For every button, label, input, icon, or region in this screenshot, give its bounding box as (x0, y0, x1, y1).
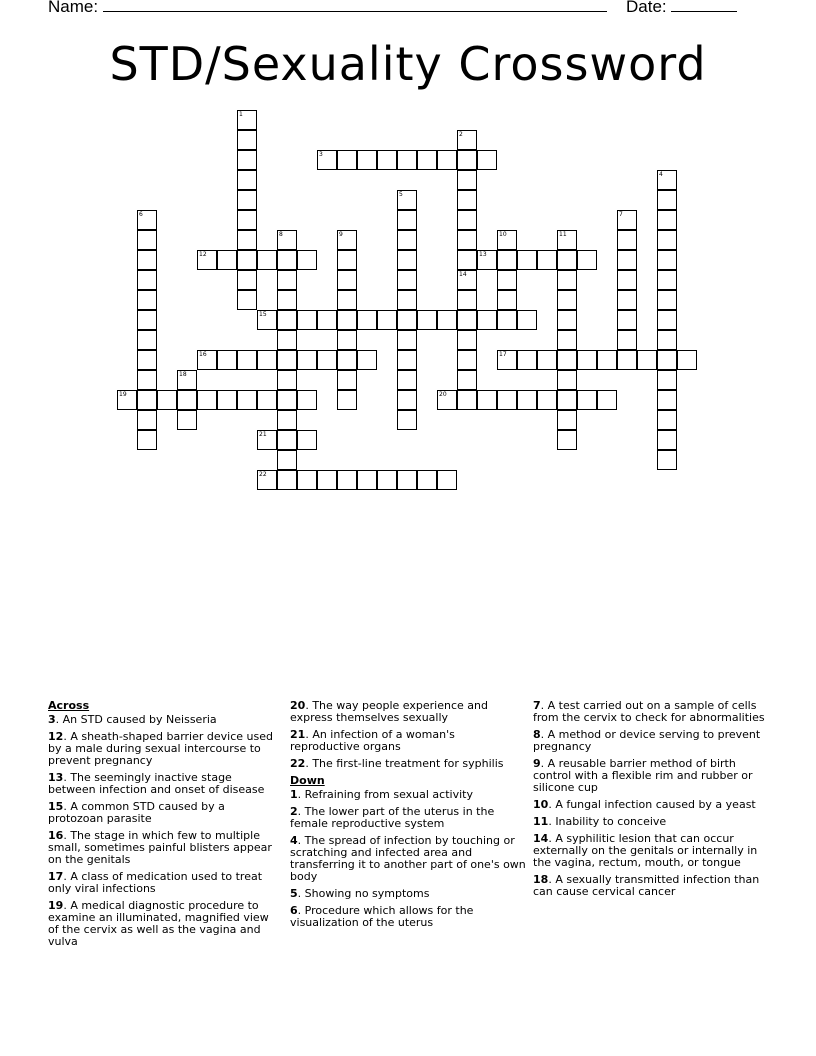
grid-cell[interactable] (237, 190, 257, 210)
down-clue: 10. A fungal infection caused by a yeast (533, 798, 756, 811)
cell-number: 17 (499, 351, 507, 358)
grid-cell[interactable] (457, 390, 477, 410)
grid-cell[interactable] (397, 290, 417, 310)
grid-cell[interactable] (297, 470, 317, 490)
clues-column-1 (48, 700, 280, 953)
grid-cell[interactable] (417, 310, 437, 330)
down-clue: 1. Refraining from sexual activity (290, 788, 473, 801)
grid-cell[interactable] (397, 210, 417, 230)
grid-cell[interactable] (577, 250, 597, 270)
across-clue: 3. An STD caused by Neisseria (48, 713, 217, 726)
grid-cell[interactable] (577, 390, 597, 410)
cell-number: 2 (459, 131, 463, 138)
grid-cell[interactable] (217, 390, 237, 410)
grid-cell[interactable] (237, 230, 257, 250)
grid-cell[interactable] (597, 350, 617, 370)
grid-cell[interactable] (277, 310, 297, 330)
grid-cell[interactable] (217, 250, 237, 270)
grid-cell[interactable] (237, 150, 257, 170)
grid-cell[interactable] (617, 270, 637, 290)
grid-cell[interactable] (277, 270, 297, 290)
across-clue: 17. A class of medication used to treat only viral infections (48, 870, 263, 895)
grid-cell[interactable] (657, 250, 677, 270)
grid-cell[interactable] (277, 370, 297, 390)
cell-number: 15 (259, 311, 267, 318)
grid-cell[interactable] (137, 310, 157, 330)
grid-cell[interactable] (237, 110, 257, 130)
page-title: STD/Sexuality Crossword (109, 37, 707, 91)
clues-column-3 (533, 700, 769, 903)
cell-number: 7 (619, 211, 623, 218)
grid-cell[interactable] (297, 310, 317, 330)
grid-cell[interactable] (317, 150, 337, 170)
grid-cell[interactable] (277, 330, 297, 350)
grid-cell[interactable] (137, 430, 157, 450)
grid-cell[interactable] (197, 350, 217, 370)
clue-number: 11 (533, 815, 549, 828)
grid-cell[interactable] (457, 370, 477, 390)
grid-cell[interactable] (397, 470, 417, 490)
grid-cell[interactable] (657, 290, 677, 310)
grid-cell[interactable] (277, 430, 297, 450)
clue-number: 12 (48, 730, 64, 743)
grid-cell[interactable] (457, 190, 477, 210)
grid-cell[interactable] (257, 350, 277, 370)
grid-cell[interactable] (177, 370, 197, 390)
grid-cell[interactable] (517, 250, 537, 270)
grid-cell[interactable] (457, 290, 477, 310)
clue-text: A test carried out on a sample of cells from the cervix to check for abnormalities (533, 699, 765, 724)
grid-cell[interactable] (457, 270, 477, 290)
clue-number: 10 (533, 798, 549, 811)
down-clue: 14. A syphilitic lesion that can occur externally on the genitals or internally in the vagina, rectum, mouth, or tongue (533, 832, 758, 869)
grid-cell[interactable] (477, 310, 497, 330)
grid-cell[interactable] (117, 390, 137, 410)
cell-number: 10 (499, 231, 507, 238)
crossword-grid (0, 0, 816, 520)
grid-cell[interactable] (337, 370, 357, 390)
clue-number: 14 (533, 832, 549, 845)
grid-cell[interactable] (237, 170, 257, 190)
grid-cell[interactable] (497, 250, 517, 270)
grid-cell[interactable] (577, 350, 597, 370)
grid-cell[interactable] (217, 350, 237, 370)
grid-cell[interactable] (457, 210, 477, 230)
grid-cell[interactable] (337, 150, 357, 170)
grid-cell[interactable] (557, 290, 577, 310)
cell-number: 21 (259, 431, 267, 438)
cell-number: 8 (279, 231, 283, 238)
across-clue: 16. The stage in which few to multiple small, sometimes painful blisters appear on the genitals (48, 829, 272, 866)
clue-text: A medical diagnostic procedure to examine an illuminated, magnified view of the cervix as well as the vagina and vulva (48, 899, 269, 948)
grid-cell[interactable] (557, 330, 577, 350)
grid-cell[interactable] (397, 270, 417, 290)
cell-number: 9 (339, 231, 343, 238)
cell-number: 12 (199, 251, 207, 258)
grid-cell[interactable] (137, 390, 157, 410)
grid-cell[interactable] (297, 430, 317, 450)
grid-cell[interactable] (297, 350, 317, 370)
grid-cell[interactable] (597, 390, 617, 410)
clue-text: Procedure which allows for the visualization of the uterus (290, 904, 474, 929)
grid-cell[interactable] (337, 250, 357, 270)
grid-cell[interactable] (497, 270, 517, 290)
grid-cell[interactable] (617, 310, 637, 330)
grid-cell[interactable] (637, 350, 657, 370)
grid-cell[interactable] (137, 210, 157, 230)
grid-cell[interactable] (557, 230, 577, 250)
clue-number: 4 (290, 834, 298, 847)
grid-cell[interactable] (437, 390, 457, 410)
grid-cell[interactable] (137, 350, 157, 370)
clue-text: Refraining from sexual activity (304, 788, 473, 801)
grid-cell[interactable] (177, 410, 197, 430)
clue-text: The way people experience and express themselves sexually (290, 699, 488, 724)
name-label: Name: (48, 0, 99, 16)
grid-cell[interactable] (337, 290, 357, 310)
grid-cell[interactable] (437, 470, 457, 490)
grid-cell[interactable] (657, 350, 677, 370)
clue-number: 21 (290, 728, 306, 741)
grid-cell[interactable] (157, 390, 177, 410)
grid-cell[interactable] (457, 250, 477, 270)
across-clue: 15. A common STD caused by a protozoan parasite (48, 800, 225, 825)
grid-cell[interactable] (277, 250, 297, 270)
grid-cell[interactable] (657, 190, 677, 210)
grid-cell[interactable] (137, 370, 157, 390)
grid-cell[interactable] (517, 310, 537, 330)
grid-cell[interactable] (397, 190, 417, 210)
grid-cell[interactable] (437, 150, 457, 170)
grid-cell[interactable] (557, 410, 577, 430)
cell-number: 1 (239, 111, 243, 118)
grid-cell[interactable] (657, 390, 677, 410)
grid-cell[interactable] (557, 430, 577, 450)
clue-number: 3 (48, 713, 56, 726)
grid-cell[interactable] (557, 350, 577, 370)
grid-cell[interactable] (137, 250, 157, 270)
cell-number: 20 (439, 391, 447, 398)
grid-cell[interactable] (297, 390, 317, 410)
grid-cell[interactable] (397, 310, 417, 330)
grid-cell[interactable] (457, 350, 477, 370)
clue-text: The first-line treatment for syphilis (312, 757, 504, 770)
clue-text: A method or device serving to prevent pregnancy (533, 728, 761, 753)
grid-cell[interactable] (677, 350, 697, 370)
grid-cell[interactable] (617, 330, 637, 350)
clue-number: 6 (290, 904, 298, 917)
across-clue: 22. The first-line treatment for syphilis (290, 757, 504, 770)
clue-number: 2 (290, 805, 298, 818)
across-clue: 19. A medical diagnostic procedure to examine an illuminated, magnified view of the cervix as well as the vagina and vulva (48, 899, 269, 948)
grid-cell[interactable] (457, 330, 477, 350)
clue-number: 8 (533, 728, 541, 741)
grid-cell[interactable] (277, 290, 297, 310)
clue-text: Showing no symptoms (304, 887, 430, 900)
grid-cell[interactable] (277, 350, 297, 370)
grid-cell[interactable] (237, 250, 257, 270)
grid-cell[interactable] (237, 130, 257, 150)
grid-cell[interactable] (337, 390, 357, 410)
grid-cell[interactable] (657, 410, 677, 430)
clue-text: A class of medication used to treat only viral infections (48, 870, 263, 895)
grid-cell[interactable] (257, 390, 277, 410)
grid-cell[interactable] (437, 310, 457, 330)
grid-cell[interactable] (657, 170, 677, 190)
down-clue: 4. The spread of infection by touching or scratching and infected area and transferring it to another part of one's own body (290, 834, 526, 883)
clue-text: The spread of infection by touching or scratching and infected area and transferring it to another part of one's own body (290, 834, 526, 883)
grid-cell[interactable] (397, 350, 417, 370)
cell-number: 6 (139, 211, 143, 218)
grid-cell[interactable] (657, 310, 677, 330)
cell-number: 22 (259, 471, 267, 478)
clue-number: 19 (48, 899, 64, 912)
grid-cell[interactable] (497, 290, 517, 310)
grid-cell[interactable] (397, 370, 417, 390)
grid-cell[interactable] (457, 130, 477, 150)
clue-text: The seemingly inactive stage between infection and onset of disease (48, 771, 265, 796)
cell-number: 4 (659, 171, 663, 178)
grid-cell[interactable] (397, 330, 417, 350)
clue-number: 9 (533, 757, 541, 770)
clue-text: Inability to conceive (555, 815, 667, 828)
grid-cell[interactable] (337, 350, 357, 370)
grid-cell[interactable] (317, 310, 337, 330)
grid-cell[interactable] (317, 470, 337, 490)
clue-text: A sheath-shaped barrier device used by a male during sexual intercourse to prevent pregnancy (48, 730, 273, 767)
grid-cell[interactable] (277, 230, 297, 250)
down-heading: Down (290, 774, 325, 787)
clue-text: An infection of a woman's reproductive organs (290, 728, 455, 753)
clue-number: 7 (533, 699, 541, 712)
grid-cell[interactable] (477, 150, 497, 170)
clue-text: The stage in which few to multiple small, sometimes painful blisters appear on the genitals (48, 829, 272, 866)
grid-cell[interactable] (617, 210, 637, 230)
cell-number: 14 (459, 271, 467, 278)
grid-cell[interactable] (657, 270, 677, 290)
grid-cell[interactable] (377, 310, 397, 330)
grid-cell[interactable] (357, 150, 377, 170)
grid-cell[interactable] (657, 230, 677, 250)
down-clue: 9. A reusable barrier method of birth control with a flexible rim and rubber or silicone cup (533, 757, 753, 794)
clues-column-2 (290, 700, 526, 934)
clue-text: A fungal infection caused by a yeast (555, 798, 756, 811)
cell-number: 13 (479, 251, 487, 258)
clue-text: An STD caused by Neisseria (62, 713, 217, 726)
grid-cell[interactable] (497, 350, 517, 370)
grid-cell[interactable] (257, 470, 277, 490)
grid-cell[interactable] (137, 410, 157, 430)
clue-number: 5 (290, 887, 298, 900)
grid-cell[interactable] (197, 250, 217, 270)
clue-number: 22 (290, 757, 306, 770)
cell-number: 3 (319, 151, 323, 158)
grid-cell[interactable] (337, 230, 357, 250)
grid-cell[interactable] (457, 150, 477, 170)
grid-cell[interactable] (617, 350, 637, 370)
grid-cell[interactable] (337, 330, 357, 350)
grid-cell[interactable] (277, 390, 297, 410)
down-clue: 8. A method or device serving to prevent pregnancy (533, 728, 761, 753)
grid-cell[interactable] (237, 290, 257, 310)
grid-cell[interactable] (657, 370, 677, 390)
down-clue: 18. A sexually transmitted infection than can cause cervical cancer (533, 873, 760, 898)
grid-cell[interactable] (337, 310, 357, 330)
grid-cell[interactable] (417, 150, 437, 170)
clue-number: 1 (290, 788, 298, 801)
grid-cell[interactable] (237, 390, 257, 410)
date-label: Date: (626, 0, 667, 16)
across-clue: 12. A sheath-shaped barrier device used by a male during sexual intercourse to prevent pregnancy (48, 730, 273, 767)
grid-cell[interactable] (557, 390, 577, 410)
clue-number: 13 (48, 771, 64, 784)
grid-cell[interactable] (557, 270, 577, 290)
grid-cell[interactable] (137, 330, 157, 350)
clue-text: A common STD caused by a protozoan parasite (48, 800, 225, 825)
grid-cell[interactable] (657, 430, 677, 450)
grid-cell[interactable] (197, 390, 217, 410)
grid-cell[interactable] (617, 290, 637, 310)
grid-cell[interactable] (357, 350, 377, 370)
grid-cell[interactable] (357, 310, 377, 330)
grid-cell[interactable] (657, 210, 677, 230)
grid-cell[interactable] (177, 390, 197, 410)
grid-cell[interactable] (377, 470, 397, 490)
across-clue: 20. The way people experience and express themselves sexually (290, 699, 488, 724)
grid-cell[interactable] (317, 350, 337, 370)
cell-number: 16 (199, 351, 207, 358)
grid-cell[interactable] (517, 390, 537, 410)
clue-number: 15 (48, 800, 64, 813)
grid-cell[interactable] (617, 230, 637, 250)
grid-cell[interactable] (397, 230, 417, 250)
clue-text: The lower part of the uterus in the female reproductive system (290, 805, 495, 830)
grid-cell[interactable] (557, 250, 577, 270)
grid-cell[interactable] (397, 250, 417, 270)
clue-text: A sexually transmitted infection than can cause cervical cancer (533, 873, 760, 898)
grid-cell[interactable] (657, 450, 677, 470)
across-heading: Across (48, 699, 90, 712)
grid-cell[interactable] (277, 450, 297, 470)
grid-cell[interactable] (277, 410, 297, 430)
grid-cell[interactable] (137, 290, 157, 310)
across-clue: 21. An infection of a woman's reproductive organs (290, 728, 455, 753)
cell-number: 19 (119, 391, 127, 398)
down-clue: 5. Showing no symptoms (290, 887, 430, 900)
grid-cell[interactable] (537, 350, 557, 370)
grid-cell[interactable] (357, 470, 377, 490)
grid-cell[interactable] (257, 310, 277, 330)
grid-cell[interactable] (417, 470, 437, 490)
grid-cell[interactable] (497, 310, 517, 330)
grid-cell[interactable] (497, 230, 517, 250)
grid-cell[interactable] (397, 410, 417, 430)
grid-cell[interactable] (337, 470, 357, 490)
grid-cell[interactable] (497, 390, 517, 410)
grid-cell[interactable] (377, 150, 397, 170)
clue-number: 16 (48, 829, 64, 842)
down-clue: 11. Inability to conceive (533, 815, 667, 828)
grid-cell[interactable] (457, 230, 477, 250)
grid-cell[interactable] (557, 370, 577, 390)
down-clue: 2. The lower part of the uterus in the female reproductive system (290, 805, 495, 830)
grid-cell[interactable] (397, 150, 417, 170)
grid-cell[interactable] (397, 390, 417, 410)
grid-cell[interactable] (557, 310, 577, 330)
clue-text: A reusable barrier method of birth control with a flexible rim and rubber or silicone cup (533, 757, 753, 794)
grid-cell[interactable] (537, 250, 557, 270)
cell-number: 5 (399, 191, 403, 198)
cell-number: 11 (559, 231, 567, 238)
clue-number: 18 (533, 873, 549, 886)
grid-cell[interactable] (617, 250, 637, 270)
grid-cell[interactable] (457, 170, 477, 190)
grid-cell[interactable] (477, 390, 497, 410)
grid-cell[interactable] (517, 350, 537, 370)
down-clue: 7. A test carried out on a sample of cells from the cervix to check for abnormalities (533, 699, 765, 724)
cell-number: 18 (179, 371, 187, 378)
grid-cell[interactable] (457, 310, 477, 330)
grid-cell[interactable] (137, 230, 157, 250)
grid-cell[interactable] (237, 210, 257, 230)
grid-cell[interactable] (277, 470, 297, 490)
grid-cell[interactable] (657, 330, 677, 350)
grid-cell[interactable] (337, 270, 357, 290)
clue-number: 17 (48, 870, 64, 883)
down-clue: 6. Procedure which allows for the visualization of the uterus (290, 904, 474, 929)
grid-cell[interactable] (477, 250, 497, 270)
across-clue: 13. The seemingly inactive stage between infection and onset of disease (48, 771, 265, 796)
grid-cell[interactable] (237, 270, 257, 290)
grid-cell[interactable] (257, 250, 277, 270)
grid-cell[interactable] (297, 250, 317, 270)
grid-cell[interactable] (537, 390, 557, 410)
clue-number: 20 (290, 699, 306, 712)
grid-cell[interactable] (137, 270, 157, 290)
clue-text: A syphilitic lesion that can occur externally on the genitals or internally in the vagina, rectum, mouth, or tongue (533, 832, 758, 869)
grid-cell[interactable] (237, 350, 257, 370)
grid-cell[interactable] (257, 430, 277, 450)
